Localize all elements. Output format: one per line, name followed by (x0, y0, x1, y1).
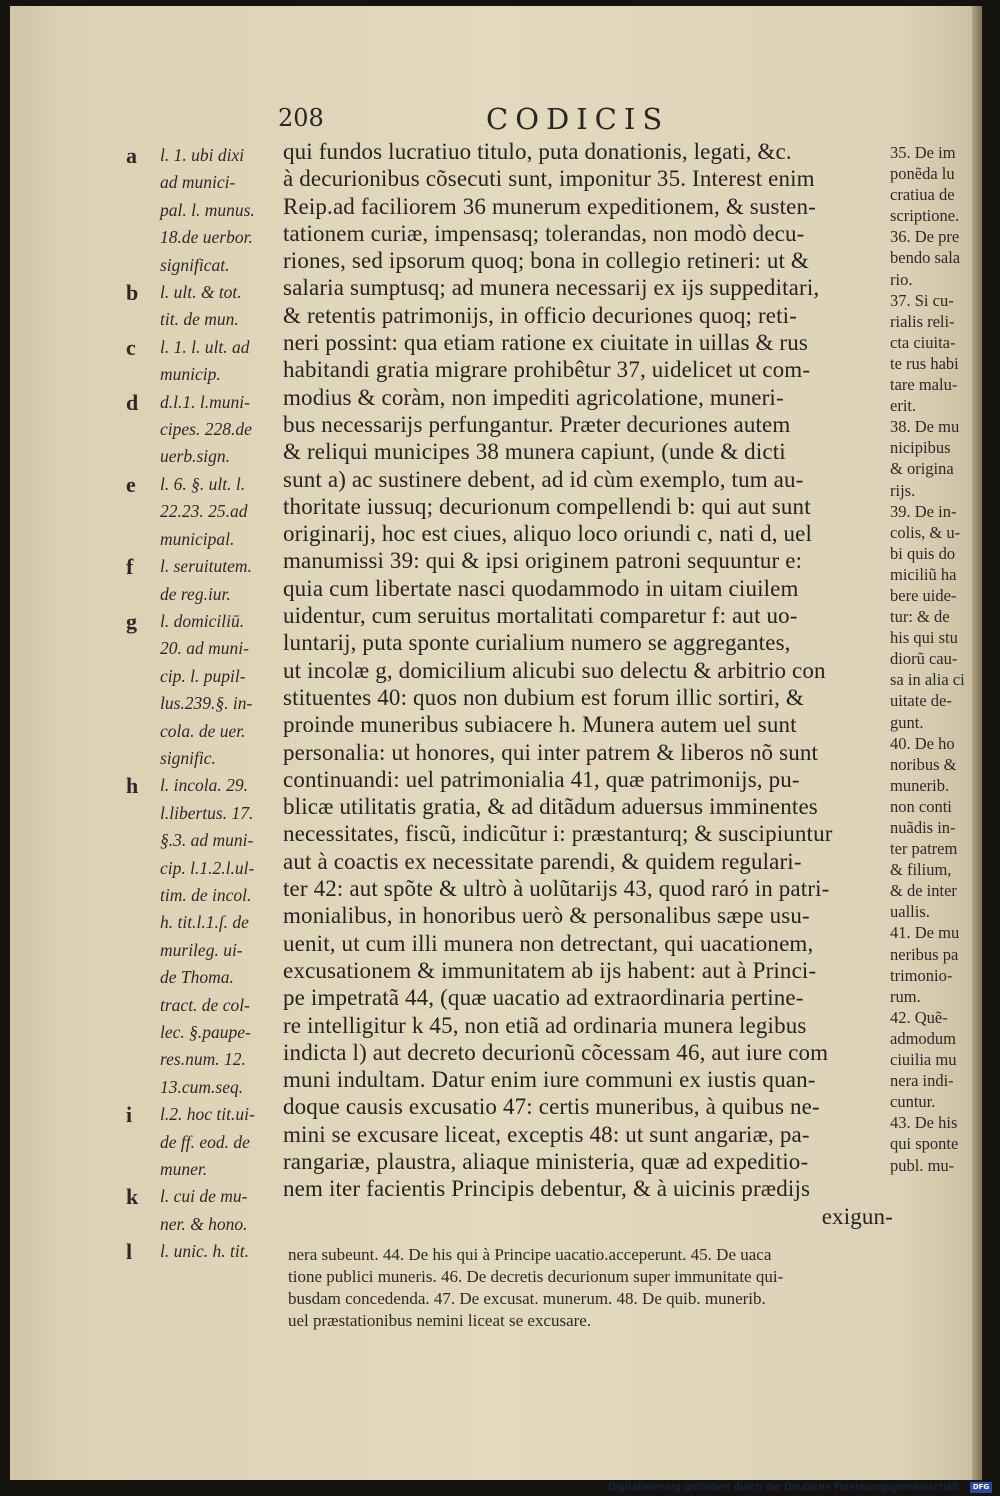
margin-note-line: l. cui de mu- (160, 1186, 248, 1207)
margin-note-line: significat. (160, 254, 230, 275)
text-line: doque causis excusatio 47: certis muneribus, à quibus ne- (283, 1094, 820, 1120)
text-line: à decurionibus cõsecuti sunt, imponitur 35. Interest enim (283, 166, 815, 192)
summary-line: gunt. (890, 712, 924, 732)
margin-note-line: 20. ad muni- (160, 638, 249, 659)
page-number: 208 (278, 104, 324, 132)
margin-note-letter: f (126, 554, 134, 580)
summary-line: non conti (890, 796, 952, 816)
summary-line: cuntur. (890, 1092, 936, 1112)
text-line: tationem curiæ, impensasq; tolerandas, non modò decu- (283, 220, 805, 246)
summary-line: colis, & u- (890, 522, 961, 542)
text-line: monialibus, in honoribus uerò & personalibus sæpe usu- (283, 903, 810, 929)
margin-note-line: tim. de incol. (160, 884, 252, 905)
summary-line: 39. De in- (890, 501, 957, 521)
text-line: & reliqui municipes 38 munera capiunt, (unde & dicti (283, 439, 786, 465)
main-text-block (283, 138, 893, 1230)
summary-line: scriptione. (890, 206, 960, 226)
bottom-summary-line: busdam concedenda. 47. De excusat. munerum. 48. De quib. munerib. (288, 1289, 766, 1308)
margin-note-letter: g (126, 608, 137, 634)
margin-note-letter: h (126, 773, 139, 799)
margin-note (126, 389, 286, 471)
text-line: rangariæ, plaustra, aliaque ministeria, quæ ad expeditio- (283, 1148, 809, 1174)
text-line: nem iter facientis Principis debentur, & à uicinis prædijs (283, 1176, 811, 1202)
dfg-logo: DFG (970, 1482, 992, 1493)
margin-note (126, 608, 286, 772)
margin-note-line: cip. l. pupil- (160, 665, 246, 686)
text-line: stituentes 40: quos non dubium est forum illic sortiri, & (283, 684, 804, 710)
margin-note-line: tit. de mun. (160, 309, 239, 330)
summary-line: qui sponte (890, 1134, 959, 1154)
summary-line: rijs. (890, 480, 916, 500)
summary-line: 41. De mu (890, 923, 960, 943)
margin-note-line: muner. (160, 1159, 208, 1180)
bottom-summaries (288, 1244, 988, 1332)
text-line: ut incolæ g, domicilium alicubi suo delectu & arbitrio con (283, 657, 826, 683)
text-line: habitandi gratia migrare prohibêtur 37, uidelicet ut com- (283, 357, 811, 383)
text-line: salaria sumptusq; ad munera necessarij ex ijs suppeditari, (283, 275, 820, 301)
margin-note-letter: c (126, 334, 136, 360)
summary-line: noribus & (890, 754, 957, 774)
margin-note-letter: a (126, 143, 137, 168)
summary-line: nera indi- (890, 1071, 954, 1091)
summary-line: nuãdis in- (890, 818, 956, 837)
text-line: personalia: ut honores, qui inter patrem & liberos nõ sunt (283, 739, 819, 765)
margin-note-line: cola. de uer. (160, 720, 246, 741)
margin-note-line: lec. §.paupe- (160, 1022, 251, 1042)
summary-line: cta ciuita- (890, 332, 956, 352)
text-line: originarij, hoc est ciues, aliquo loco oriundi c, nati d, uel (283, 521, 813, 547)
running-head: CODICIS (486, 102, 670, 136)
summary-line: tare malu- (890, 375, 958, 395)
text-line: proinde muneribus subiacere h. Munera autem uel sunt (283, 712, 797, 738)
bottom-summary-line: uel præstationibus nemini liceat se excusare. (288, 1311, 592, 1330)
margin-note-letter: d (126, 389, 139, 415)
summary-line: 40. De ho (890, 733, 955, 753)
summary-line: rio. (890, 269, 913, 289)
text-line: luntarij, puta sponte curialium numero se aggregantes, (283, 630, 791, 656)
margin-note (126, 1101, 286, 1183)
summary-line: 42. Quẽ- (890, 1007, 948, 1027)
summary-line: uallis. (890, 902, 930, 922)
summary-line: rum. (890, 986, 921, 1006)
text-line: blicæ utilitatis gratia, & ad ditãdum aduersus imminentes (283, 794, 818, 820)
margin-note-line: 18.de uerbor. (160, 227, 253, 248)
text-line: exigun- (821, 1203, 893, 1229)
summary-line: 43. De his (890, 1113, 958, 1133)
summary-line: 35. De im (890, 143, 956, 162)
bottom-summary-line: nera subeunt. 44. De his qui à Principe uacatio.acceperunt. 45. De uaca (288, 1245, 772, 1264)
summary-line: bi quis do (890, 543, 956, 563)
text-line: uenit, ut cum illi munera non detrectant, qui uacationem, (283, 930, 814, 956)
margin-note-letter: e (126, 471, 136, 497)
margin-note-line: h. tit.l.1.ſ. de (160, 912, 249, 933)
summary-line: tur: & de (890, 607, 950, 627)
margin-note-line: d.l.1. l.muni- (160, 391, 250, 412)
right-marginal-summaries (890, 142, 988, 1176)
margin-note-line: municip. (160, 364, 221, 385)
text-line: manumissi 39: qui & ipsi originem patroni sequuntur e: (283, 548, 803, 574)
left-marginal-citations (126, 142, 286, 1266)
summary-line: ter patrem (890, 839, 958, 859)
summary-line: 37. Si cu- (890, 290, 954, 310)
digitization-credit (608, 1480, 992, 1494)
summary-line: ponẽda lu (890, 164, 955, 184)
margin-note-line: cipes. 228.de (160, 419, 252, 440)
text-line: re intelligitur k 45, non etiã ad ordinaria munera legibus (283, 1012, 807, 1038)
summary-line: cratiua de (890, 185, 955, 205)
text-line: neri possint: qua etiam ratione ex ciuitate in uillas & rus (283, 330, 808, 356)
margin-note-line: l. 6. §. ult. l. (160, 473, 246, 494)
text-line: muni indultam. Datur enim iure communi ex iustis quan- (283, 1067, 816, 1093)
text-line: mini se excusare liceat, exceptis 48: ut sunt angariæ, pa- (283, 1121, 810, 1147)
summary-line: sa in alia ci (890, 670, 965, 690)
summary-line: & filium, (890, 860, 952, 880)
text-line: Reip.ad faciliorem 36 munerum expeditionem, & susten- (283, 193, 816, 219)
summary-line: diorũ cau- (890, 649, 958, 669)
summary-line: & origina (890, 459, 954, 479)
summary-line: 36. De pre (890, 227, 960, 247)
margin-note-line: signific. (160, 747, 216, 768)
margin-note-line: l.libertus. 17. (160, 802, 254, 823)
text-line: & retentis patrimonijs, in officio decuriones quoq; reti- (283, 302, 798, 328)
margin-note-line: l. incola. 29. (160, 775, 248, 796)
text-line: modius & coràm, non impediti agricolatione, muneri- (283, 384, 784, 410)
margin-note-line: res.num. 12. (160, 1049, 246, 1070)
bottom-summary-line: tione publici muneris. 46. De decretis decurionum super immunitate qui- (288, 1267, 784, 1286)
summary-line: his qui stu (890, 628, 958, 648)
margin-note-line: uerb.sign. (160, 446, 230, 467)
margin-note-letter: i (126, 1102, 133, 1128)
summary-line: neribus pa (890, 944, 959, 964)
text-line: qui fundos lucratiuo titulo, puta donationis, legati, &c. (283, 139, 792, 164)
summary-line: rialis reli- (890, 311, 955, 331)
margin-note-line: l. domiciliū. (160, 610, 245, 631)
margin-note-line: murileg. ui- (160, 939, 243, 960)
summary-line: bere uide- (890, 585, 957, 605)
margin-note-line: municipal. (160, 528, 235, 549)
margin-note (126, 471, 286, 553)
margin-note-line: pal. l. munus. (160, 199, 255, 220)
margin-note (126, 553, 286, 608)
text-line: riones, sed ipsorum quoq; bona in collegio retineri: ut & (283, 248, 809, 274)
margin-note-line: l. 1. l. ult. ad (160, 336, 250, 357)
margin-note-line: lus.239.§. in- (160, 693, 253, 714)
margin-note-line: l. 1. ubi dixi (160, 145, 245, 165)
margin-note (126, 334, 286, 389)
margin-note-line: 22.23. 25.ad (160, 501, 248, 522)
text-line: necessitates, fiscũ, indicũtur i: præstanturq; & suscipiuntur (283, 821, 833, 847)
summary-line: ciuilia mu (890, 1050, 957, 1070)
margin-note-line: l. seruitutem. (160, 556, 252, 577)
margin-note-letter: b (126, 280, 139, 306)
text-line: aut à coactis ex necessitate parendi, & quidem regulari- (283, 848, 802, 874)
summary-line: te rus habi (890, 353, 959, 373)
summary-line: trimonio- (890, 965, 953, 985)
margin-note (126, 142, 286, 279)
margin-note-line: §.3. ad muni- (160, 830, 254, 851)
summary-line: erit. (890, 396, 917, 416)
text-line: ter 42: aut spõte & ultrò à uolũtarijs 43, quod raró in patri- (283, 876, 830, 902)
text-line: sunt a) ac sustinere debent, ad id cùm exemplo, tum au- (283, 466, 804, 492)
text-line: quia cum libertate nasci quodammodo in uitam ciuilem (283, 575, 799, 601)
margin-note-line: l.2. hoc tit.ui- (160, 1104, 255, 1125)
summary-line: munerib. (890, 775, 950, 795)
text-line: bus necessarijs perfungantur. Præter decuriones autem (283, 411, 791, 437)
margin-note (126, 279, 286, 334)
text-line: pe impetratã 44, (quæ uacatio ad extraordinaria pertine- (283, 985, 804, 1011)
margin-note (126, 1183, 286, 1238)
text-line: uidentur, cum seruitus mortalitati comparetur f: aut uo- (283, 603, 798, 629)
text-line: excusationem & immunitatem ab ijs habent: aut à Princi- (283, 957, 817, 983)
margin-note-line: 13.cum.seq. (160, 1076, 244, 1097)
margin-note-line: de reg.iur. (160, 583, 231, 604)
margin-note-line: de ff. eod. de (160, 1131, 250, 1152)
margin-note-line: ner. & hono. (160, 1213, 248, 1234)
margin-note-line: l. ult. & tot. (160, 282, 242, 303)
summary-line: & de inter (890, 881, 957, 901)
text-line: continuandi: uel patrimonialia 41, quæ patrimonijs, pu- (283, 766, 800, 792)
margin-note-line: tract. de col- (160, 994, 250, 1015)
credit-text: Digitalisierung gefördert durch die Deutsche Forschungsgemeinschaft - (608, 1481, 966, 1493)
margin-note (126, 772, 286, 1101)
margin-note-line: ad munici- (160, 172, 236, 193)
margin-note-letter: k (126, 1184, 139, 1210)
summary-line: 38. De mu (890, 417, 960, 437)
margin-note-line: cip. l.1.2.l.ul- (160, 857, 255, 878)
margin-note (126, 1238, 286, 1265)
summary-line: miciliũ ha (890, 564, 957, 584)
text-line: indicta l) aut decreto decurionũ cõcessam 46, aut iure com (283, 1039, 829, 1065)
summary-line: uitate de- (890, 691, 952, 711)
margin-note-line: l. unic. h. tit. (160, 1241, 249, 1262)
summary-line: bendo sala (890, 248, 961, 268)
summary-line: admodum (890, 1028, 956, 1048)
summary-line: nicipibus (890, 438, 951, 458)
margin-note-line: de Thoma. (160, 967, 234, 988)
text-line: thoritate iussuq; decurionum compellendi b: qui aut sunt (283, 493, 811, 519)
margin-note-letter: l (126, 1239, 133, 1265)
summary-line: publ. mu- (890, 1155, 955, 1175)
